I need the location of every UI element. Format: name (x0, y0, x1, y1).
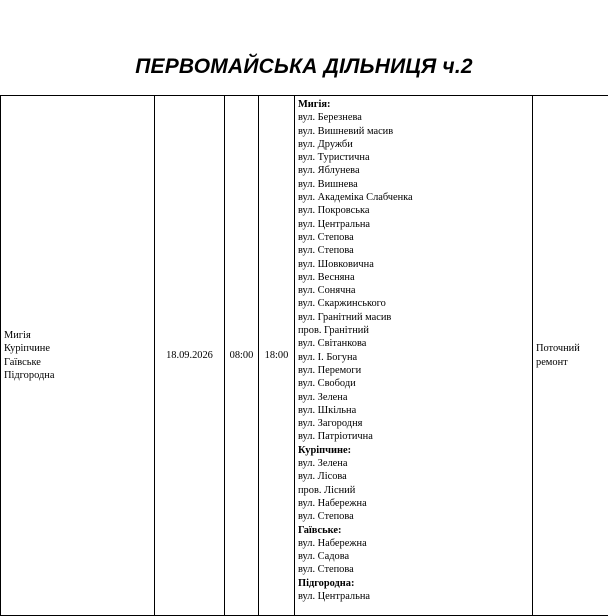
settlement-name: Куріпчине (4, 342, 154, 355)
end-time-cell: 18:00 (259, 96, 295, 616)
reason-text: Поточний (536, 342, 608, 355)
street-item: вул. Зелена (298, 457, 532, 470)
street-item: вул. Центральна (298, 218, 532, 231)
street-item: вул. Вишневий масив (298, 125, 532, 138)
street-item: вул. І. Богуна (298, 351, 532, 364)
streets-list (298, 98, 532, 603)
street-item: вул. Березнева (298, 111, 532, 124)
street-item: вул. Туристична (298, 151, 532, 164)
street-item: вул. Свободи (298, 377, 532, 390)
reason-cell (533, 96, 608, 616)
street-item: вул. Загородня (298, 417, 532, 430)
street-item: вул. Шовковична (298, 258, 532, 271)
street-item: вул. Центральна (298, 590, 532, 603)
settlements-cell (1, 96, 155, 616)
street-item: вул. Набережна (298, 497, 532, 510)
street-item: вул. Вишнева (298, 178, 532, 191)
table-row (1, 96, 608, 616)
settlement-group-label: Мигія: (298, 98, 532, 111)
street-item: вул. Весняна (298, 271, 532, 284)
settlement-group-label: Куріпчине: (298, 444, 532, 457)
street-item: вул. Покровська (298, 204, 532, 217)
settlement-name: Гаївське (4, 356, 154, 369)
street-item: вул. Шкільна (298, 404, 532, 417)
street-item: вул. Світанкова (298, 337, 532, 350)
street-item: вул. Скаржинського (298, 297, 532, 310)
street-item: пров. Гранітний (298, 324, 532, 337)
street-item: вул. Набережна (298, 537, 532, 550)
street-item: вул. Яблунева (298, 164, 532, 177)
street-item: вул. Степова (298, 231, 532, 244)
settlement-name: Мигія (4, 329, 154, 342)
settlement-group-label: Підгородна: (298, 577, 532, 590)
street-item: вул. Патріотична (298, 430, 532, 443)
street-item: вул. Дружби (298, 138, 532, 151)
street-item: вул. Академіка Слабченка (298, 191, 532, 204)
street-item: вул. Степова (298, 510, 532, 523)
start-time-cell: 08:00 (225, 96, 259, 616)
date-cell: 18.09.2026 (155, 96, 225, 616)
page-title: ПЕРВОМАЙСЬКА ДІЛЬНИЦЯ ч.2 (0, 50, 608, 84)
street-item: вул. Перемоги (298, 364, 532, 377)
street-item: вул. Степова (298, 244, 532, 257)
street-item: вул. Лісова (298, 470, 532, 483)
street-item: вул. Зелена (298, 391, 532, 404)
outage-schedule-table (0, 95, 608, 616)
street-item: вул. Гранітний масив (298, 311, 532, 324)
street-item: вул. Степова (298, 563, 532, 576)
street-item: пров. Лісний (298, 484, 532, 497)
street-item: вул. Сонячна (298, 284, 532, 297)
settlement-group-label: Гаївське: (298, 524, 532, 537)
settlement-name: Підгородна (4, 369, 154, 382)
reason-text: ремонт (536, 356, 608, 369)
street-item: вул. Садова (298, 550, 532, 563)
streets-cell (295, 96, 533, 616)
